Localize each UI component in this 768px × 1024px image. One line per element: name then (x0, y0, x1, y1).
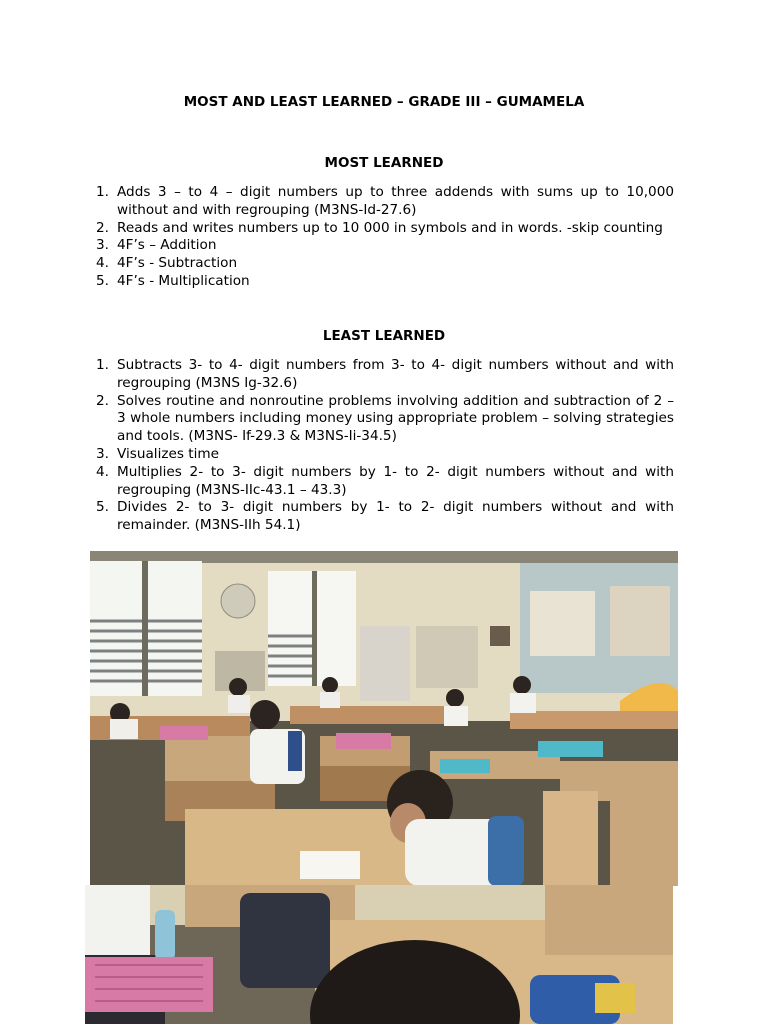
classroom-photo-illustration (90, 551, 678, 886)
document-title: MOST AND LEAST LEARNED – GRADE III – GUMAMELA (183, 94, 585, 110)
least-learned-item: 5. Divides 2- to 3- digit numbers by 1- to 2- digit numbers without and with remainder. (M3NS-IIh 54.1) (96, 499, 674, 534)
least-learned-heading: LEAST LEARNED (322, 328, 446, 344)
most-learned-list (92, 184, 674, 291)
most-learned-item: 2. Reads and writes numbers up to 10 000 in symbols and in words. -skip counting (96, 219, 663, 236)
least-learned-item: 3. Visualizes time (96, 445, 219, 462)
least-learned-item: 1. Subtracts 3- to 4- digit numbers from 3- to 4- digit numbers without and with regrouping (M3NS Ig-32.6) (96, 357, 674, 391)
most-learned-item: 1. Adds 3 – to 4 – digit numbers up to three addends with sums up to 10,000 without and with regrouping (M3NS-Id-27.6) (96, 184, 674, 218)
most-learned-item: 5. 4F’s - Multiplication (96, 272, 250, 289)
classroom-photo (90, 551, 678, 886)
least-learned-item: 2. Solves routine and nonroutine problems involving addition and subtraction of 2 – 3 whole numbers including money using appropriate problem – solving strategies and tools. (M3NS- If-29.3 & M3NS-Ii-34.5) (96, 392, 674, 445)
least-learned-item: 4. Multiplies 2- to 3- digit numbers by 1- to 2- digit numbers without and with regrouping (M3NS-IIc-43.1 – 43.3) (96, 463, 674, 498)
classroom-photo-close-up-illustration (85, 885, 673, 1024)
least-learned-list (92, 357, 674, 535)
most-learned-heading: MOST LEARNED (324, 155, 444, 171)
classroom-photo-close-up (85, 885, 673, 1024)
most-learned-item: 3. 4F’s – Addition (96, 237, 217, 254)
most-learned-item: 4. 4F’s - Subtraction (96, 255, 238, 272)
